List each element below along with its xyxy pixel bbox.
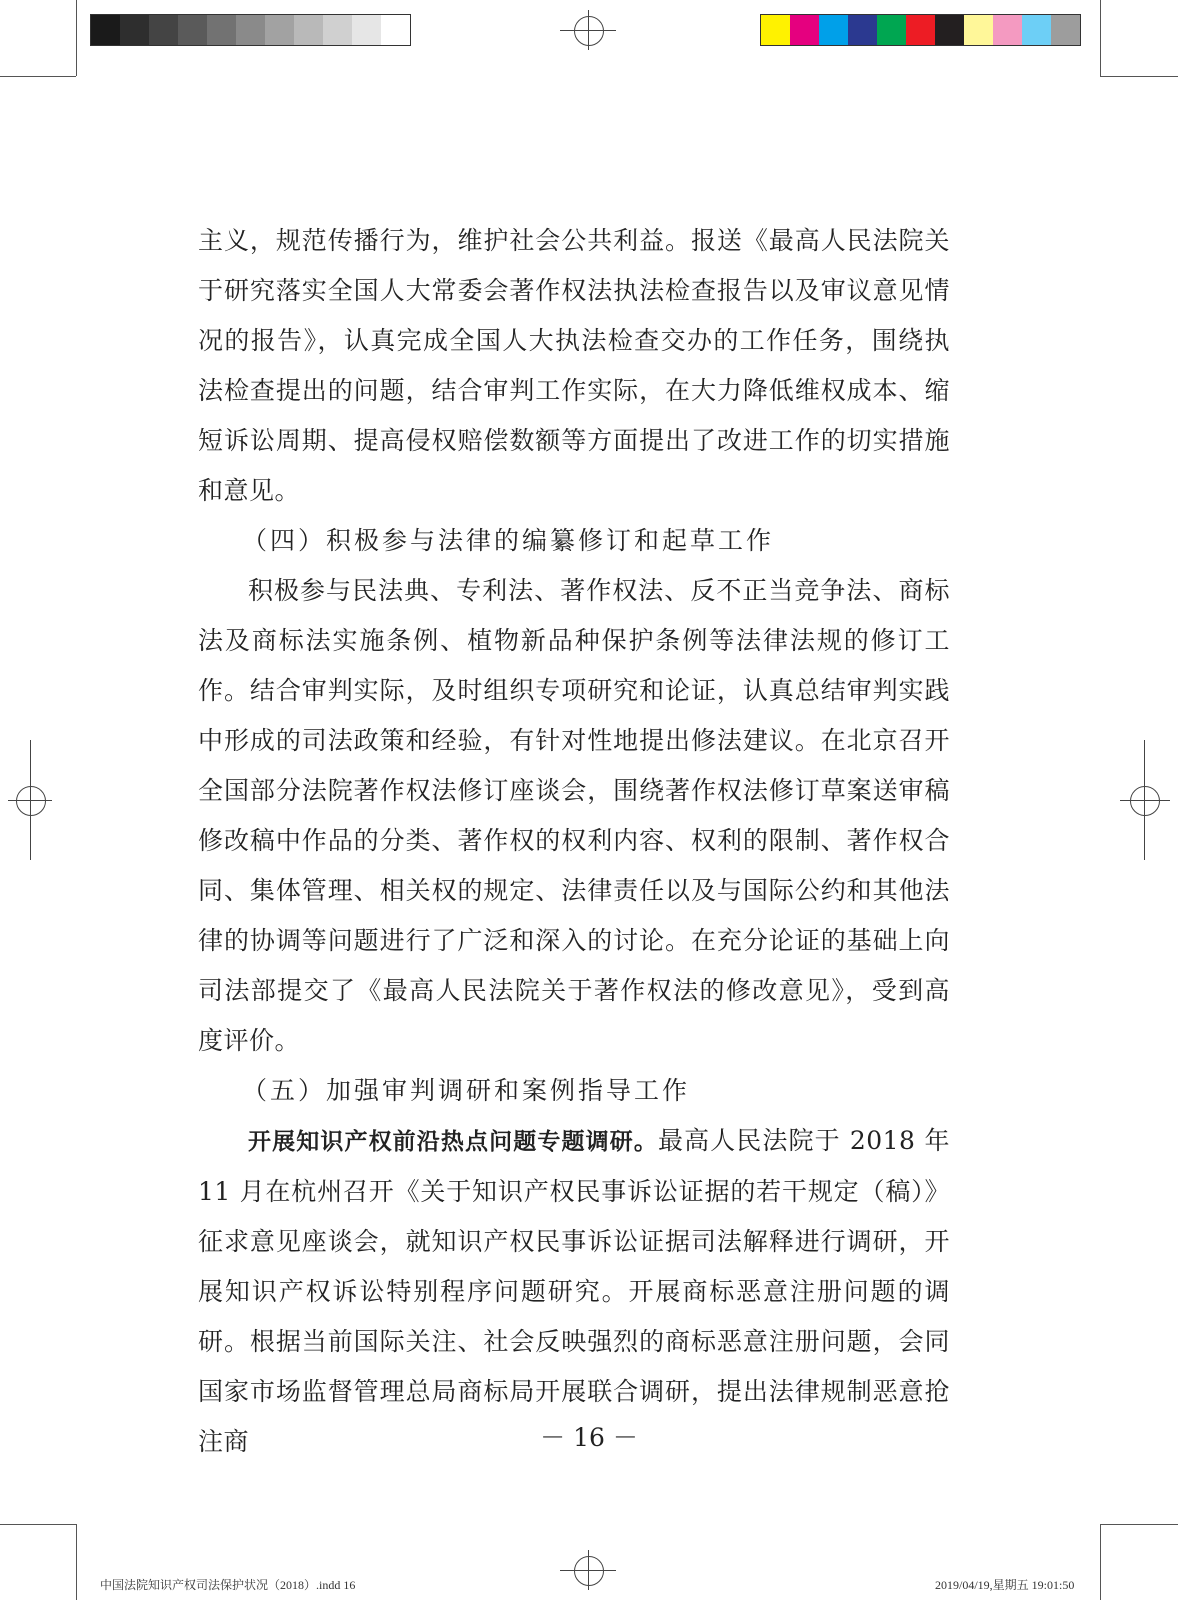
slug-timestamp: 2019/04/19,星期五 19:01:50: [935, 1578, 1075, 1592]
color-swatch: [964, 15, 993, 45]
color-swatch: [906, 15, 935, 45]
color-swatch: [294, 15, 323, 45]
color-swatch: [848, 15, 877, 45]
crop-mark: [76, 1524, 77, 1600]
color-swatch: [207, 15, 236, 45]
registration-mark-icon: [560, 10, 616, 50]
grayscale-color-bar: [90, 14, 411, 46]
paragraph: [198, 1116, 950, 1467]
crop-mark: [0, 76, 76, 77]
page-number: － 16 －: [540, 1423, 638, 1452]
color-swatch: [877, 15, 906, 45]
color-swatch: [761, 15, 790, 45]
slug-filename: 中国法院知识产权司法保护状况（2018）.indd 16: [100, 1578, 356, 1592]
paragraph-lead: 开展知识产权前沿热点问题专题调研。: [248, 1129, 658, 1155]
color-swatch: [323, 15, 352, 45]
crop-mark: [76, 0, 77, 76]
registration-mark-icon: [560, 1550, 616, 1590]
color-swatch: [381, 15, 410, 45]
cmyk-color-bar: [760, 14, 1081, 46]
color-swatch: [91, 15, 120, 45]
paragraph: 积极参与民法典、专利法、著作权法、反不正当竞争法、商标法及商标法实施条例、植物新品种保护条例等法律法规的修订工作。结合审判实际，及时组织专项研究和论证，认真总结审判实践中形成的司法政策和经验，有针对性地提出修法建议。在北京召开全国部分法院著作权法修订座谈会，围绕著作权法修订草案送审稿修改稿中作品的分类、著作权的权利内容、权利的限制、著作权合同、集体管理、相关权的规定、法律责任以及与国际公约和其他法律的协调等问题进行了广泛和深入的讨论。在充分论证的基础上向司法部提交了《最高人民法院关于著作权法的修改意见》，受到高度评价。: [198, 576, 950, 1055]
registration-mark-icon: [1120, 740, 1170, 860]
paragraph-body: 最高人民法院于 2018 年 11 月在杭州召开《关于知识产权民事诉讼证据的若干规定（稿）》征求意见座谈会，就知识产权民事诉讼证据司法解释进行调研，开展知识产权诉讼特别程序问题研究。开展商标恶意注册问题的调研。根据当前国际关注、社会反映强烈的商标恶意注册问题，会同国家市场监督管理总局商标局开展联合调研，提出法律规制恶意抢注商: [198, 1126, 950, 1456]
color-swatch: [149, 15, 178, 45]
color-swatch: [236, 15, 265, 45]
color-swatch: [178, 15, 207, 45]
color-swatch: [352, 15, 381, 45]
color-swatch: [1022, 15, 1051, 45]
color-swatch: [1051, 15, 1080, 45]
section-heading: （四）积极参与法律的编纂修订和起草工作: [242, 526, 775, 555]
color-swatch: [790, 15, 819, 45]
crop-mark: [0, 1524, 76, 1525]
crop-mark: [1100, 76, 1178, 77]
color-swatch: [935, 15, 964, 45]
color-swatch: [265, 15, 294, 45]
section-heading: （五）加强审判调研和案例指导工作: [242, 1076, 691, 1105]
paragraph: 主义，规范传播行为，维护社会公共利益。报送《最高人民法院关于研究落实全国人大常委会著作权法执法检查报告以及审议意见情况的报告》，认真完成全国人大执法检查交办的工作任务，围绕执法检查提出的问题，结合审判工作实际，在大力降低维权成本、缩短诉讼周期、提高侵权赔偿数额等方面提出了改进工作的切实措施和意见。: [198, 226, 950, 505]
registration-mark-icon: [8, 740, 52, 860]
color-swatch: [993, 15, 1022, 45]
color-swatch: [120, 15, 149, 45]
crop-mark: [1100, 1524, 1178, 1525]
color-swatch: [819, 15, 848, 45]
body-text: [198, 216, 950, 1467]
crop-mark: [1100, 1524, 1101, 1600]
crop-mark: [1100, 0, 1101, 76]
